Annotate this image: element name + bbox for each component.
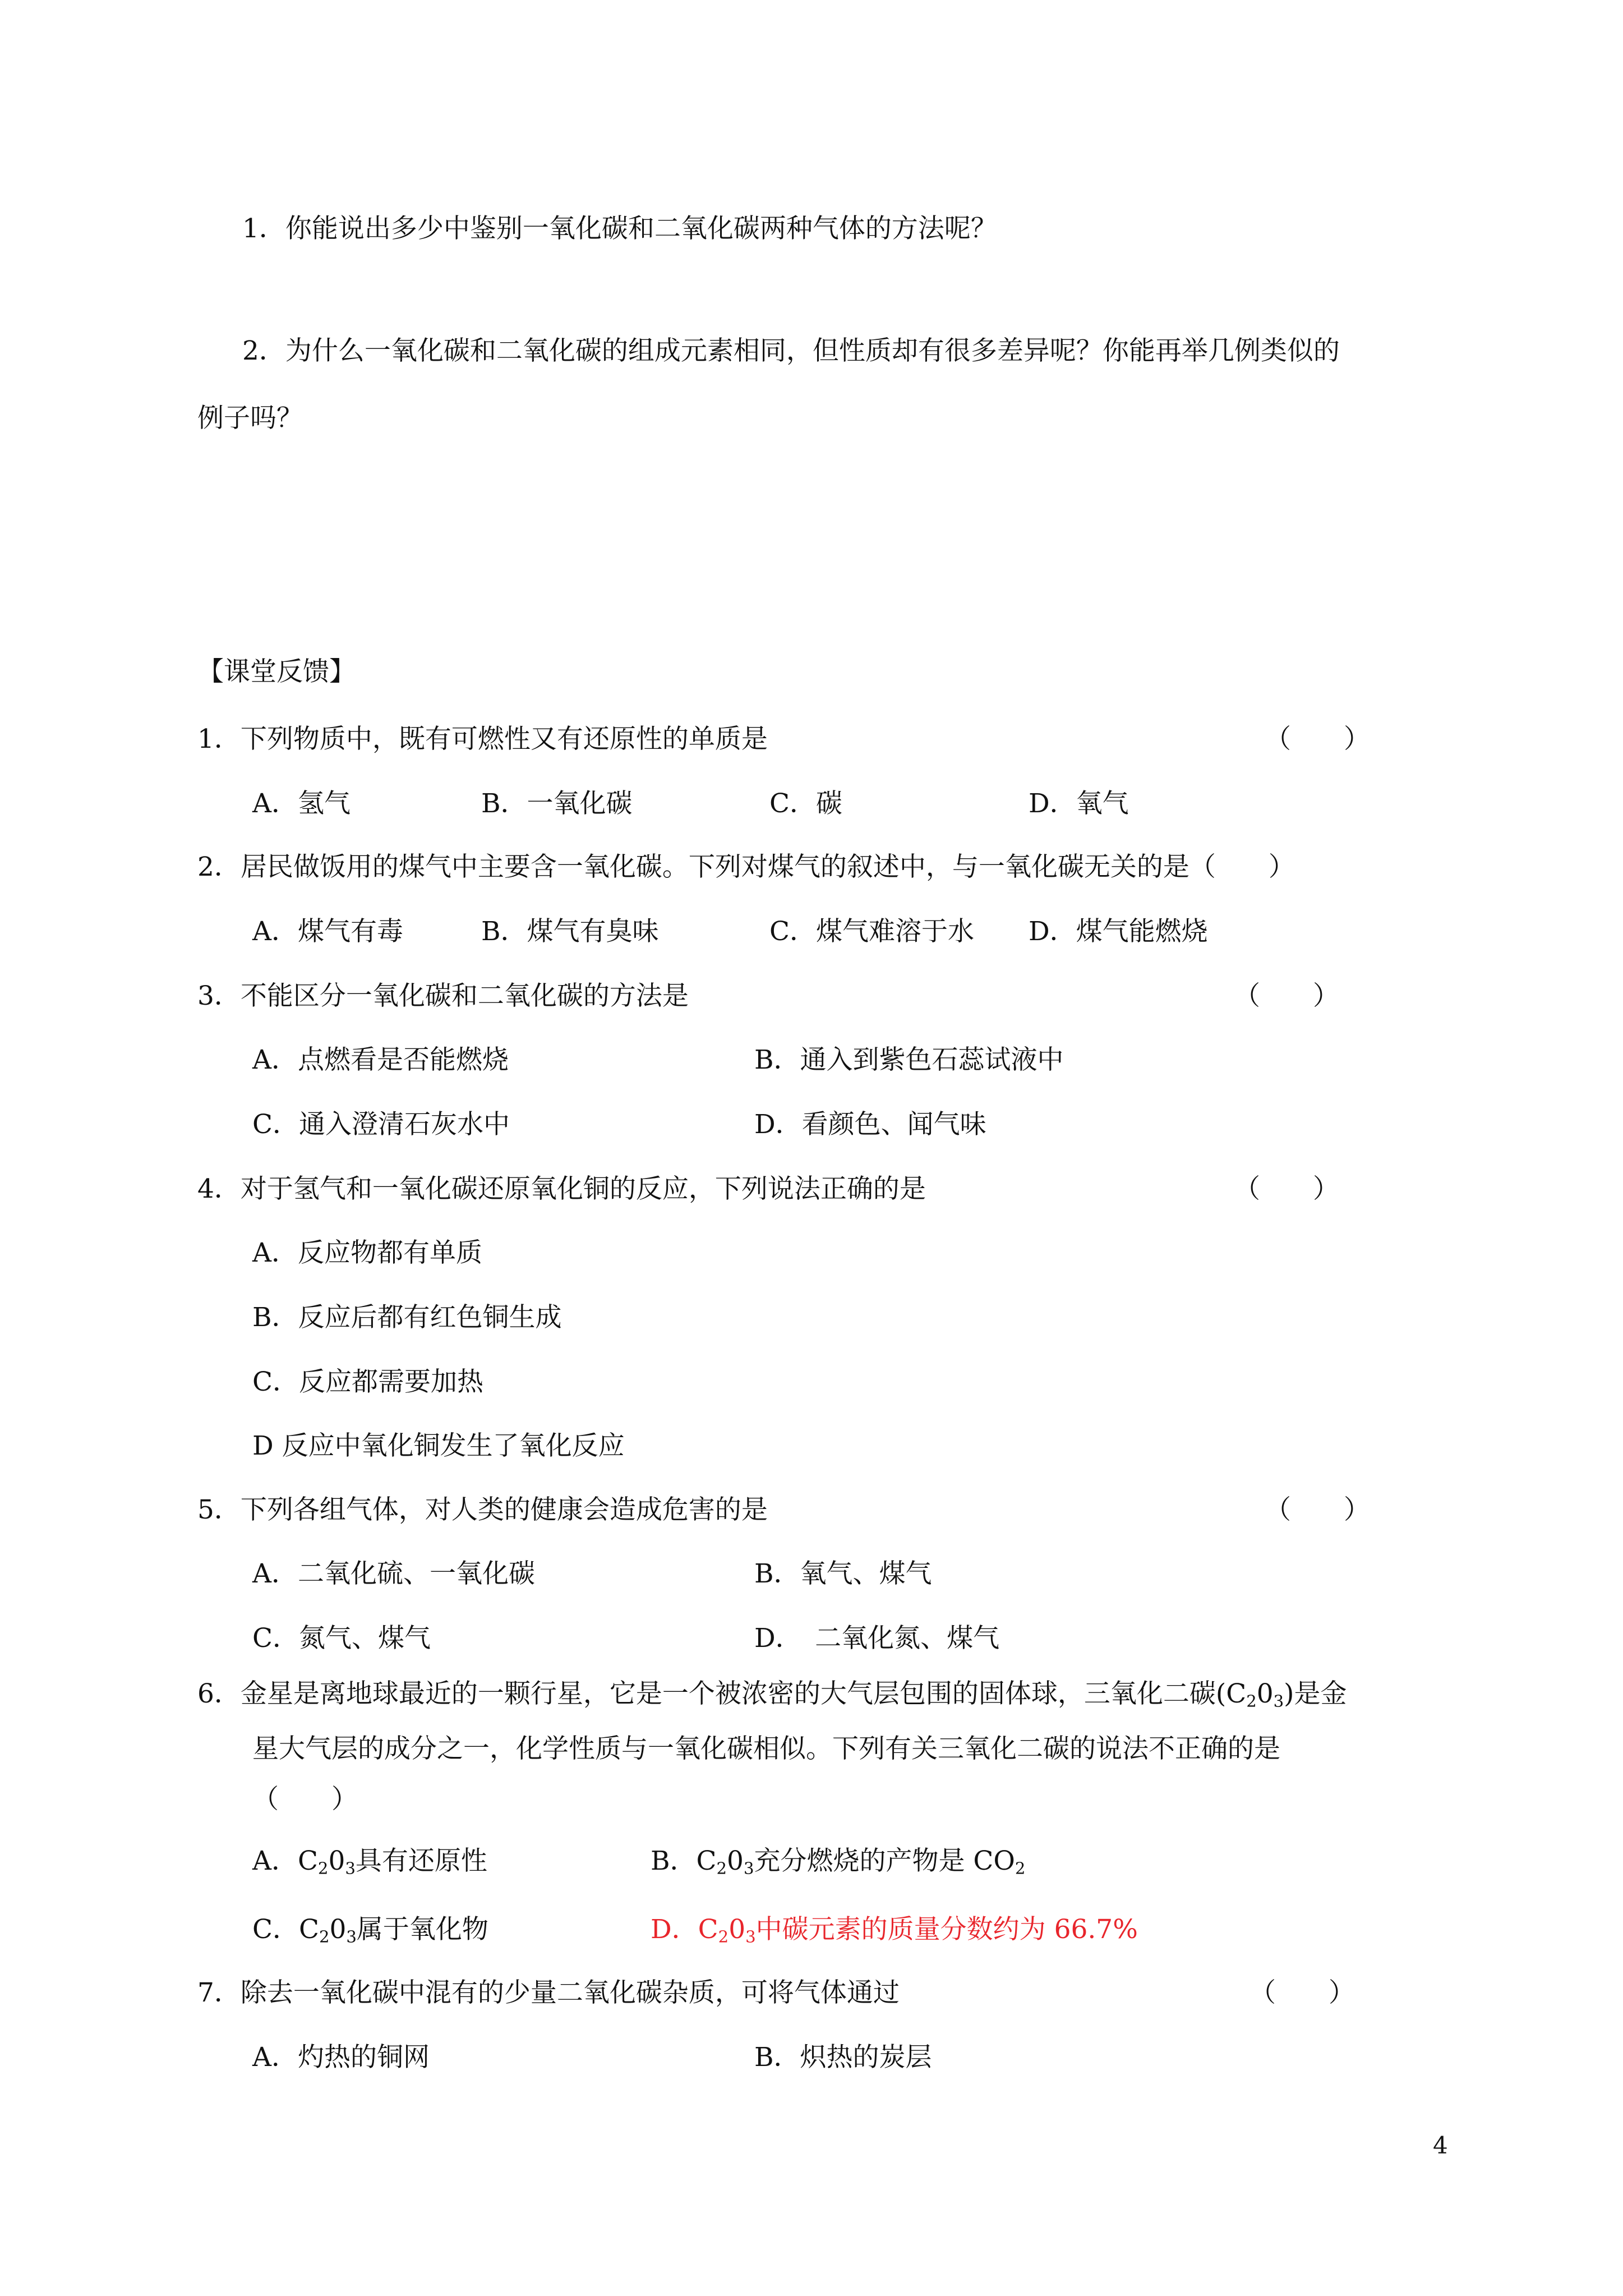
question-5-stem: 5．下列各组气体，对人类的健康会造成危害的是 xyxy=(197,1494,768,1525)
q5-option-c: C．氮气、煤气 xyxy=(252,1623,431,1654)
answer-blank: （ ） xyxy=(252,1784,358,1815)
question-3-stem: 3．不能区分一氧化碳和二氧化碳的方法是 xyxy=(197,981,689,1011)
q6-option-d-answer: D．$C_20_3$中碳元素的质量分数约为 66.7% xyxy=(651,1914,1138,1947)
thinking-question-2-line2: 例子吗？ xyxy=(197,403,303,434)
answer-blank: （ ） xyxy=(1265,724,1370,754)
q1-option-c: C．碳 xyxy=(769,788,842,819)
q2-option-a: A．煤气有毒 xyxy=(252,916,403,947)
q5-option-a: A．二氧化硫、一氧化碳 xyxy=(252,1558,535,1589)
q6-option-a: A．$C_20_3$具有还原性 xyxy=(252,1846,487,1878)
thinking-question-1: 1．你能说出多少中鉴别一氧化碳和二氧化碳两种气体的方法呢？ xyxy=(242,213,997,244)
q1-option-b: B．一氧化碳 xyxy=(481,788,633,819)
q2-option-b: B．煤气有臭味 xyxy=(481,916,659,947)
q6-option-c: C．$C_20_3$属于氧化物 xyxy=(252,1914,488,1947)
question-2-stem: 2．居民做饭用的煤气中主要含一氧化碳。下列对煤气的叙述中，与一氧化碳无关的是（ ） xyxy=(197,852,1295,882)
q4-option-b: B．反应后都有红色铜生成 xyxy=(252,1302,562,1333)
section-title: 【课堂反馈】 xyxy=(197,656,356,687)
question-1-stem: 1．下列物质中，既有可燃性又有还原性的单质是 xyxy=(197,724,768,754)
q7-option-a: A．灼热的铜网 xyxy=(252,2042,430,2073)
q2-option-c: C．煤气难溶于水 xyxy=(769,916,974,947)
question-6-stem-line1: 6．金星是离地球最近的一颗行星，它是一个被浓密的大气层包围的固体球，三氧化二碳$(C_20_3)$是金 xyxy=(197,1678,1347,1711)
q3-option-d: D．看颜色、闻气味 xyxy=(754,1109,986,1140)
q4-option-a: A．反应物都有单质 xyxy=(252,1237,482,1268)
answer-blank: （ ） xyxy=(1234,981,1339,1011)
answer-blank: （ ） xyxy=(1249,1977,1355,2008)
thinking-question-2-line1: 2．为什么一氧化碳和二氧化碳的组成元素相同，但性质却有很多差异呢？你能再举几例类似的 xyxy=(242,335,1340,366)
q2-option-d: D．煤气能燃烧 xyxy=(1029,916,1208,947)
question-6-stem-line2: 星大气层的成分之一，化学性质与一氧化碳相似。下列有关三氧化二碳的说法不正确的是 xyxy=(252,1733,1280,1764)
q3-option-c: C．通入澄清石灰水中 xyxy=(252,1109,510,1140)
q3-option-b: B．通入到紫色石蕊试液中 xyxy=(754,1045,1064,1075)
question-4-stem: 4．对于氢气和一氧化碳还原氧化铜的反应，下列说法正确的是 xyxy=(197,1174,926,1204)
page-number: 4 xyxy=(1433,2132,1448,2159)
q5-option-b: B．氧气、煤气 xyxy=(754,1558,932,1589)
q1-option-d: D．氧气 xyxy=(1029,788,1129,819)
question-7-stem: 7．除去一氧化碳中混有的少量二氧化碳杂质，可将气体通过 xyxy=(197,1977,900,2008)
q4-option-d: D 反应中氧化铜发生了氧化反应 xyxy=(252,1430,625,1461)
q6-option-b: B．$C_20_3$充分燃烧的产物是 $CO_2$ xyxy=(651,1846,1026,1878)
q1-option-a: A．氢气 xyxy=(252,788,351,819)
answer-blank: （ ） xyxy=(1234,1174,1339,1204)
q4-option-c: C．反应都需要加热 xyxy=(252,1366,483,1397)
q7-option-b: B．炽热的炭层 xyxy=(754,2042,932,2073)
q5-option-d: D． 二氧化氮、煤气 xyxy=(754,1623,1000,1654)
q3-option-a: A．点燃看是否能燃烧 xyxy=(252,1045,509,1075)
answer-blank: （ ） xyxy=(1265,1494,1370,1525)
